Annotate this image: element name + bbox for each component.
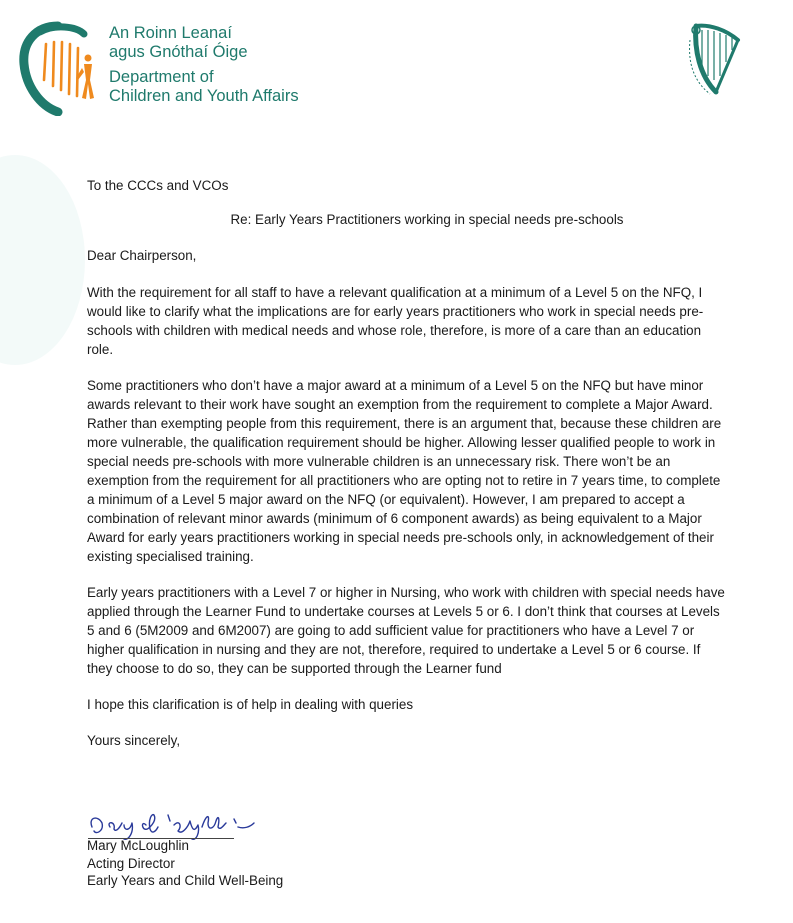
salutation: Dear Chairperson, <box>87 248 197 263</box>
signatory-title: Acting Director <box>87 855 175 871</box>
harp-crest-icon <box>686 20 748 98</box>
letter-body <box>87 176 727 750</box>
subject-line: Re: Early Years Practitioners working in special needs pre-schools <box>230 212 624 227</box>
paragraph: I hope this clarification is of help in dealing with queries <box>87 697 414 712</box>
watermark-icon <box>0 150 90 370</box>
signatory-name: Mary McLoughlin <box>87 838 189 853</box>
dept-name-english-line1: Department of <box>109 68 214 86</box>
department-name <box>109 24 299 106</box>
signatory-unit: Early Years and Child Well-Being <box>87 873 284 888</box>
closing: Yours sincerely, <box>87 733 181 748</box>
paragraph: Some practitioners who don’t have a major award at a minimum of a Level 5 on the NFQ but have minor awards relevant to their work have sought an exemption from the requirement to complete a Major Award. Rather than exempting people from this requirement, there is an argument that, because these children are more vulnerable, the qualification requirement should be higher. Allowing lesser qualified people to work in special needs pre-schools with more vulnerable children is an unnecessary risk. There won’t be an exemption from the requirement for all practitioners who are opting not to retire in 7 years time, to complete a minimum of a Level 5 major award on the NFQ (or equivalent). However, I am prepared to accept a combination of relevant minor awards (minimum of 6 component awards) as being equivalent to a Major Award for early years practitioners working in special needs pre-schools only, in acknowledgement of their existing specialised training. <box>87 378 722 564</box>
signoff-block <box>87 837 283 890</box>
paragraph: Early years practitioners with a Level 7 or higher in Nursing, who work with children with special needs have applied through the Learner Fund to undertake courses at Levels 5 or 6. I don’t think that courses at Levels 5 and 6 (5M2009 and 6M2007) are going to add sufficient value for practitioners who have a Level 7 or higher qualification in nursing and they are not, therefore, required to undertake a Level 5 or 6 course. If they choose to do so, they can be supported through the Learner fund <box>87 585 725 676</box>
dept-name-irish-line2: agus Gnóthaí Óige <box>109 43 248 61</box>
dept-name-english-line2: Children and Youth Affairs <box>109 87 299 105</box>
dept-name-irish-line1: An Roinn Leanaí <box>109 24 232 42</box>
paragraph: With the requirement for all staff to have a relevant qualification at a minimum of a Level 5 on the NFQ, I would like to clarify what the implications are for early years practitioners who work in special needs pre-schools with children with medical needs and whose role, therefore, is more of a care than an education role. <box>87 285 704 357</box>
department-logo-icon <box>18 20 102 116</box>
addressee: To the CCCs and VCOs <box>87 178 229 193</box>
